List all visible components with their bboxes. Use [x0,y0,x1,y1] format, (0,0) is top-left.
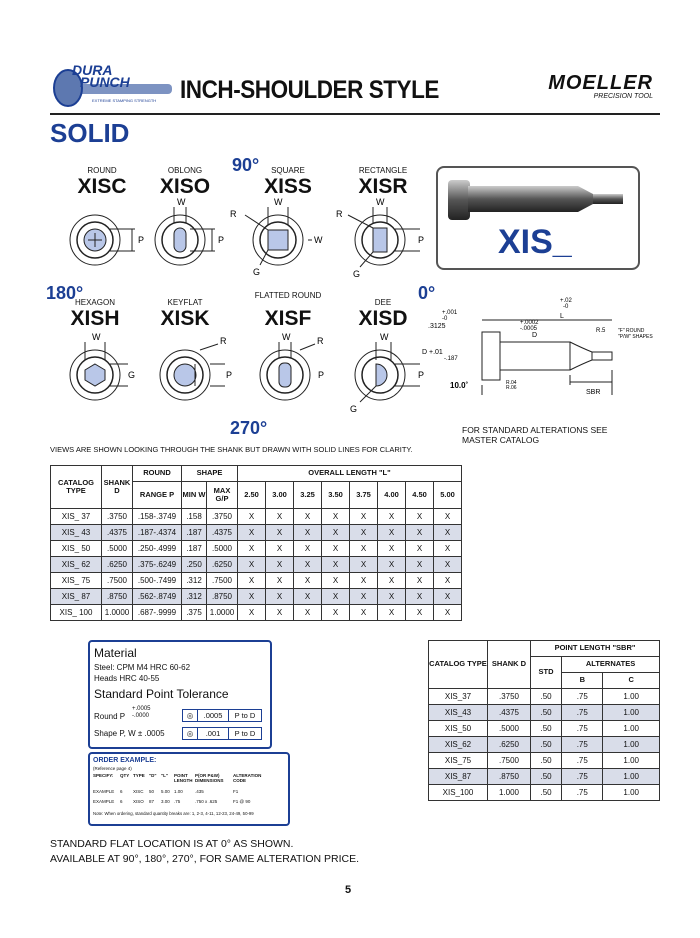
point-length-table [428,640,660,801]
cell-length-mark: X [434,605,462,621]
round-view-icon [70,215,135,265]
cell-max: .7500 [207,573,238,589]
cell-length-mark: X [434,525,462,541]
ex1-0: EXAMPLE [93,789,115,794]
section-title: SOLID [50,118,130,148]
keyflat-view-icon [160,344,225,400]
alterations-note: FOR STANDARD ALTERATIONS SEE MASTER CATALOG [462,425,608,445]
tolerance-heading: Standard Point Tolerance [94,687,229,701]
t2-th-alt: ALTERNATES [562,657,660,673]
dim-g-hex: G [128,370,136,380]
dim-w-rect: W [376,197,385,207]
cell-shank: .4375 [102,525,133,541]
svg-text:-0: -0 [563,304,569,310]
cell-type: XIS_87 [429,769,488,785]
ex2-3: 87 [149,799,155,804]
cell-length-mark: X [266,605,294,621]
cell-length-mark: X [322,573,350,589]
th-len-1: 3.00 [266,482,294,509]
cell-b: .75 [562,705,603,721]
dee-view-icon [355,342,420,402]
cell-length-mark: X [322,541,350,557]
t2-th-shank: SHANK D [488,641,531,689]
cell-length-mark: X [406,541,434,557]
cell-length-mark: X [322,525,350,541]
cell-std: .50 [531,785,562,801]
cell-range: .562-.8749 [133,589,182,605]
order-example-1 [93,789,283,794]
cell-shank: 1.0000 [102,605,133,621]
dim-r-flatted: R [317,336,324,346]
cell-length-mark: X [266,589,294,605]
cell-length-mark: X [378,557,406,573]
dim-w-hex: W [92,332,101,342]
order-col-6: P(OR P&W) DIMENSIONS [195,773,224,783]
material-box [88,640,272,749]
cell-shank: .3750 [102,509,133,525]
table-row [51,605,462,621]
t2-th-c: C [603,673,660,689]
logo-line1: DURA [72,62,113,78]
cell-length-mark: X [294,605,322,621]
cell-length-mark: X [266,573,294,589]
degree-180: 180° [46,283,84,303]
cell-length-mark: X [238,573,266,589]
cell-shank: 1.000 [488,785,531,801]
cell-b: .75 [562,785,603,801]
shape-tol-icon: ◎ [182,727,198,740]
material-heading: Material [94,646,137,660]
cell-range: .250-.4999 [133,541,182,557]
oblong-view-icon [155,207,215,265]
order-example-2 [93,799,283,804]
cell-shank: .5000 [102,541,133,557]
order-col-2: TYPE [133,773,145,778]
cell-length-mark: X [406,525,434,541]
dim-w2-square: W [314,235,323,245]
cell-length-mark: X [350,509,378,525]
order-col-3: "D" [149,773,157,778]
cell-min: .187 [182,525,207,541]
cell-max: .5000 [207,541,238,557]
dim-w-dee: W [380,332,389,342]
cell-b: .75 [562,753,603,769]
th-range: RANGE P [133,482,182,509]
cell-length-mark: X [406,573,434,589]
cell-length-mark: X [406,557,434,573]
shape-sub-oblong: OBLONG [167,166,203,175]
order-col-7: ALTERATION CODE [233,773,262,783]
round-tol-ref: P to D [228,709,262,722]
dim-p-dee: P [418,370,425,380]
cell-max: .8750 [207,589,238,605]
dim-p-oblong: P [218,235,225,245]
ex1-3: 50 [149,789,155,794]
th-shape: SHAPE [182,466,238,482]
th-min: MIN W [182,482,207,509]
cell-length-mark: X [378,541,406,557]
dim-tol-top: +.02 [560,298,572,304]
cell-length-mark: X [350,541,378,557]
order-col-1: QTY [120,773,130,778]
cell-length-mark: X [238,509,266,525]
table-row [51,589,462,605]
table-row [429,737,660,753]
cell-length-mark: X [434,541,462,557]
ex1-5: 1.00 [174,789,183,794]
ex2-0: EXAMPLE [93,799,115,804]
cell-c: 1.00 [603,689,660,705]
cell-type: XIS_62 [429,737,488,753]
cell-length-mark: X [294,525,322,541]
th-catalog: CATALOG TYPE [51,466,102,509]
cell-type: XIS_ 87 [51,589,102,605]
th-len-4: 3.75 [350,482,378,509]
degree-90: 90° [232,155,260,175]
cell-min: .312 [182,589,207,605]
dura-punch-logo [50,60,175,108]
svg-text:R.04: R.04 [506,380,517,386]
moeller-logo [528,72,653,100]
order-note: Note: When ordering, standard quantity breaks are: 1, 2-3, 4-11, 12-23, 24-49, 50-99 [93,811,254,816]
cell-length-mark: X [238,557,266,573]
ex2-2: XISO [133,799,144,804]
th-round: ROUND [133,466,182,482]
shape-sub-round: ROUND [87,166,117,175]
svg-text:-.187: -.187 [444,356,458,362]
th-len-5: 4.00 [378,482,406,509]
moeller-brand: MOELLER [548,72,653,94]
shape-tol-ref: P to D [228,727,262,740]
hexagon-view-icon [70,342,128,400]
cell-length-mark: X [350,589,378,605]
cell-range: .687-.9999 [133,605,182,621]
t2-th-pl: POINT LENGTH "SBR" [531,641,660,657]
dim-l: L [560,313,564,320]
cell-std: .50 [531,753,562,769]
cell-length-mark: X [406,589,434,605]
cell-c: 1.00 [603,737,660,753]
round-p-tol: +.0005 -.0000 [132,706,151,719]
cell-std: .50 [531,721,562,737]
dimensions-table [50,465,462,621]
cell-length-mark: X [294,589,322,605]
dim-w-square: W [274,197,283,207]
th-len-7: 5.00 [434,482,462,509]
th-len-0: 2.50 [238,482,266,509]
ex2-6: .750 x .625 [195,799,218,804]
dim-r-square: R [230,209,237,219]
th-len-2: 3.25 [294,482,322,509]
ex1-7: F1 [233,789,239,794]
round-p-label: Round P [94,712,126,721]
dim-p-rect: P [418,235,425,245]
cell-shank: .8750 [102,589,133,605]
dim-p-keyflat: P [226,370,233,380]
degree-270: 270° [230,418,268,438]
cell-c: 1.00 [603,753,660,769]
moeller-sub: PRECISION TOOL [593,93,653,100]
table-row [51,509,462,525]
cell-c: 1.00 [603,785,660,801]
cell-length-mark: X [294,509,322,525]
svg-text:"F" ROUND: "F" ROUND [618,328,645,334]
table-row [429,721,660,737]
dim-w-flatted: W [282,332,291,342]
cell-length-mark: X [378,509,406,525]
degree-0: 0° [418,283,436,303]
svg-text:+.001: +.001 [442,310,458,316]
shape-sub-hexagon: HEXAGON [74,298,115,307]
dim-3125: .3125 [428,323,446,330]
dim-angle: 10.0˚ [450,381,469,390]
cell-length-mark: X [350,557,378,573]
cell-c: 1.00 [603,705,660,721]
shape-sub-flatted: FLATTED ROUND [254,291,322,300]
square-view-icon [245,207,312,265]
header-divider [50,113,660,115]
cell-type: XIS_43 [429,705,488,721]
cell-type: XIS_37 [429,689,488,705]
ex1-1: 6 [120,789,123,794]
t2-th-b: B [562,673,603,689]
table-row [429,689,660,705]
dim-sbr: SBR [586,389,601,396]
order-example-box [88,752,290,826]
cell-max: .3750 [207,509,238,525]
dim-d: D +.01 [422,349,443,356]
ex2-1: 6 [120,799,123,804]
cell-length-mark: X [378,573,406,589]
svg-text:-.0005: -.0005 [520,326,538,332]
material-steel: Steel: CPM M4 HRC 60-62 [94,663,191,672]
views-note: VIEWS ARE SHOWN LOOKING THROUGH THE SHANK BUT DRAWN WITH SOLID LINES FOR CLARITY. [50,445,413,454]
dim-r-keyflat: R [220,336,227,346]
shape-code-xisk: XISK [160,307,210,330]
cell-type: XIS_ 50 [51,541,102,557]
dim-g-dee: G [350,404,358,414]
shape-code-xisd: XISD [358,307,408,330]
order-cols [93,773,283,783]
shape-code-xisr: XISR [358,175,408,198]
shape-code-xisc: XISC [77,175,127,198]
table-row [51,541,462,557]
table-row [429,769,660,785]
cell-shank: .6250 [102,557,133,573]
cell-min: .187 [182,541,207,557]
cell-length-mark: X [350,573,378,589]
shape-pw-label: Shape P, W ± .0005 [94,729,165,738]
cell-b: .75 [562,769,603,785]
th-overall: OVERALL LENGTH "L" [238,466,462,482]
cell-type: XIS_ 62 [51,557,102,573]
cell-length-mark: X [378,525,406,541]
shape-code-xiss: XISS [264,175,312,198]
logo-tagline: EXTREME STAMPING STRENGTH [92,98,157,103]
cell-type: XIS_75 [429,753,488,769]
product-code: XIS_ [498,223,572,261]
cell-length-mark: X [322,509,350,525]
cell-shank: .6250 [488,737,531,753]
cell-shank: .4375 [488,705,531,721]
cell-length-mark: X [434,573,462,589]
shape-drawings-row1 [50,195,430,285]
dim-g-square: G [253,267,261,277]
order-ref: (Reference page 4) [93,766,132,771]
t2-th-catalog: CATALOG TYPE [429,641,488,689]
cell-range: .158-.3749 [133,509,182,525]
cell-shank: .5000 [488,721,531,737]
cell-length-mark: X [266,557,294,573]
ex1-6: .435 [195,789,204,794]
shape-sub-dee: DEE [374,298,392,307]
cell-length-mark: X [294,573,322,589]
round-tol-icon: ◎ [182,709,198,722]
cell-length-mark: X [266,541,294,557]
shape-code-xish: XISH [70,307,120,330]
cell-max: .6250 [207,557,238,573]
cell-std: .50 [531,737,562,753]
cell-type: XIS_100 [429,785,488,801]
cell-length-mark: X [406,509,434,525]
shape-drawings-row2 [50,330,430,418]
cell-length-mark: X [322,605,350,621]
cell-c: 1.00 [603,721,660,737]
svg-text:+.0002: +.0002 [520,320,539,326]
material-heads: Heads HRC 40-55 [94,674,160,683]
cell-min: .158 [182,509,207,525]
shape-sub-square: SQUARE [271,166,305,175]
order-col-5: POINT LENGTH [174,773,193,783]
cell-b: .75 [562,721,603,737]
cell-length-mark: X [350,605,378,621]
cell-b: .75 [562,689,603,705]
shape-tol-value: .001 [197,727,229,740]
ex1-2: XISC [133,789,144,794]
cell-min: .312 [182,573,207,589]
svg-text:R.06: R.06 [506,385,517,391]
order-col-0: SPECIFY: [93,773,114,778]
cell-type: XIS_ 75 [51,573,102,589]
th-shank: SHANK D [102,466,133,509]
page-number: 5 [345,884,352,896]
cell-shank: .8750 [488,769,531,785]
cell-std: .50 [531,689,562,705]
t2-th-std: STD [531,657,562,689]
cell-length-mark: X [238,605,266,621]
svg-text:"P/W" SHAPES: "P/W" SHAPES [618,334,653,340]
cell-std: .50 [531,769,562,785]
shape-code-xisf: XISF [264,307,312,330]
cell-shank: .7500 [102,573,133,589]
rectangle-view-icon [348,207,420,267]
dim-w-oblong: W [177,197,186,207]
cell-length-mark: X [406,605,434,621]
cell-range: .187-.4374 [133,525,182,541]
cell-b: .75 [562,737,603,753]
cell-length-mark: X [378,589,406,605]
shape-sub-keyflat: KEYFLAT [167,298,203,307]
table-row [51,573,462,589]
cell-shank: .7500 [488,753,531,769]
round-tol-value: .0005 [197,709,229,722]
cell-length-mark: X [350,525,378,541]
cell-length-mark: X [294,557,322,573]
cell-range: .375-.6249 [133,557,182,573]
cell-length-mark: X [434,509,462,525]
cell-length-mark: X [238,541,266,557]
svg-text:-0: -0 [442,316,448,322]
dim-g-rect: G [353,269,361,279]
table-row [51,525,462,541]
cell-length-mark: X [266,509,294,525]
footer-line2: AVAILABLE AT 90°, 180°, 270°, FOR SAME ALTERATION PRICE. [50,853,360,865]
shape-code-xiso: XISO [159,175,211,198]
page-title: INCH-SHOULDER STYLE [180,76,439,104]
cell-length-mark: X [238,525,266,541]
cell-type: XIS_50 [429,721,488,737]
cell-length-mark: X [434,589,462,605]
th-max: MAX G/P [207,482,238,509]
ex2-7: F1 @ 90 [233,799,251,804]
cell-type: XIS_ 100 [51,605,102,621]
table-row [429,785,660,801]
svg-text:R.5: R.5 [596,328,606,334]
cell-max: 1.0000 [207,605,238,621]
dim-r-rect: R [336,209,343,219]
cell-length-mark: X [238,589,266,605]
cell-type: XIS_ 43 [51,525,102,541]
cell-length-mark: X [434,557,462,573]
svg-text:D: D [532,332,538,339]
cell-length-mark: X [322,557,350,573]
cell-length-mark: X [322,589,350,605]
order-heading: ORDER EXAMPLE: [93,757,157,764]
table-row [429,753,660,769]
cell-shank: .3750 [488,689,531,705]
cell-min: .375 [182,605,207,621]
cell-length-mark: X [378,605,406,621]
product-image-box [436,166,640,270]
cell-min: .250 [182,557,207,573]
table-row [51,557,462,573]
ex2-4: 3.00 [161,799,170,804]
logo-line2: PUNCH [80,74,130,90]
th-len-3: 3.50 [322,482,350,509]
cell-length-mark: X [266,525,294,541]
punch-dimension-drawing [420,290,660,405]
cell-range: .500-.7499 [133,573,182,589]
th-len-6: 4.50 [406,482,434,509]
dim-p-flatted: P [318,370,325,380]
cell-max: .4375 [207,525,238,541]
ex2-5: .75 [174,799,181,804]
cell-length-mark: X [294,541,322,557]
table-row [429,705,660,721]
shape-sub-rectangle: RECTANGLE [358,166,408,175]
footer-line1: STANDARD FLAT LOCATION IS AT 0° AS SHOWN. [50,838,294,850]
order-col-4: "L" [161,773,169,778]
dim-p-round: P [138,235,145,245]
cell-c: 1.00 [603,769,660,785]
cell-std: .50 [531,705,562,721]
cell-type: XIS_ 37 [51,509,102,525]
flatted-round-view-icon [260,342,315,400]
ex1-4: 5.00 [161,789,170,794]
